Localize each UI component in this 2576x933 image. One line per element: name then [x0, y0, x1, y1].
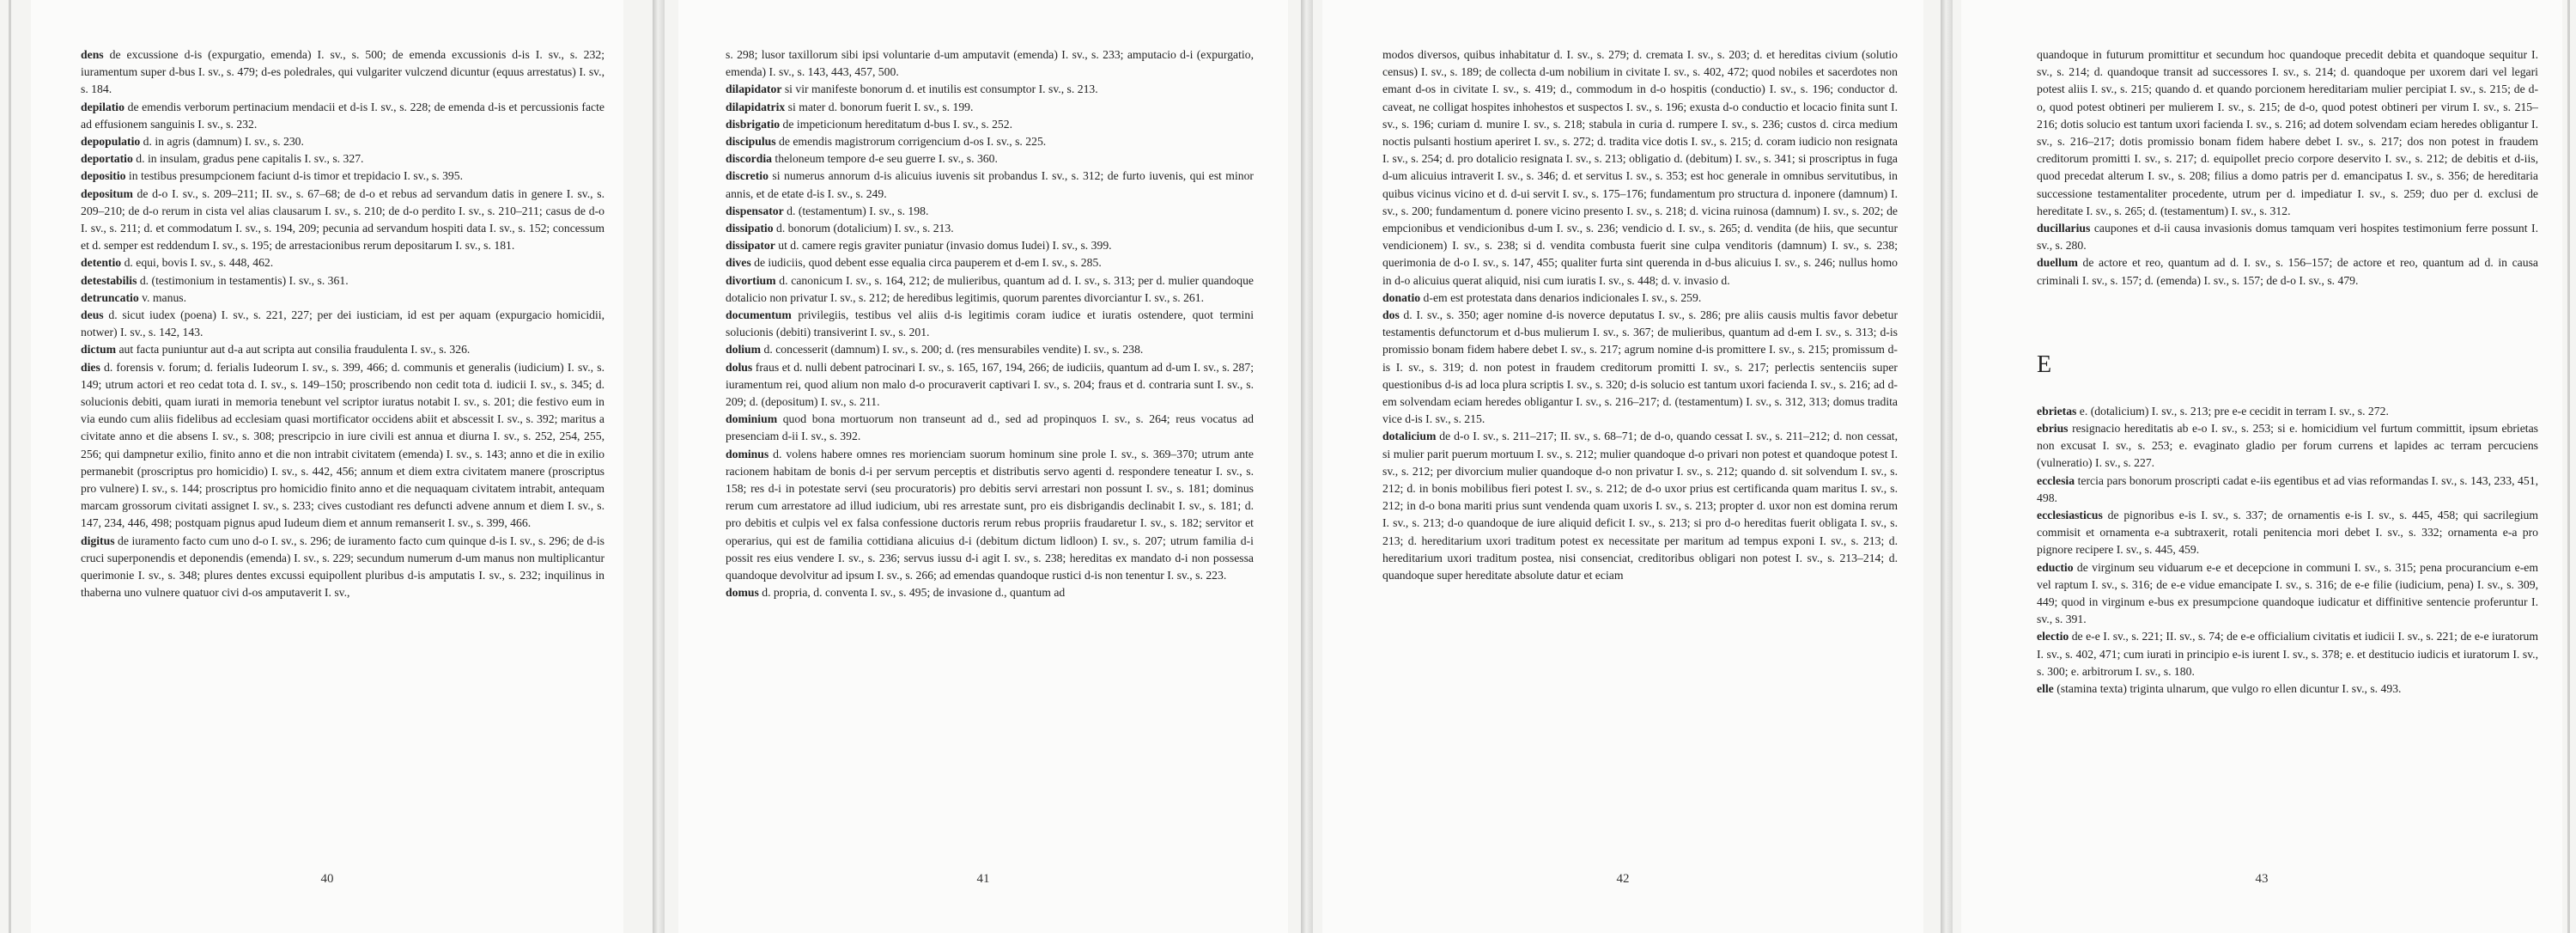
entry-text: si mater d. bonorum fuerit I. sv., s. 199. — [785, 100, 974, 113]
entry-text: quod bona mortuorum non transeunt ad d., sed ad propinquos I. sv., s. 264; reus vocatus ad presenciam d-ii I. sv., s. 392. — [726, 412, 1254, 443]
entry-text: d. bonorum (dotalicium) I. sv., s. 213. — [773, 222, 954, 235]
index-entry — [81, 533, 605, 602]
page-41 — [678, 0, 1288, 933]
index-entry — [81, 254, 605, 271]
index-entry — [81, 341, 605, 358]
index-entry — [726, 168, 1254, 202]
entry-text: d. volens habere omnes res morienciam suorum hominum sine prole I. sv., s. 369–370; utrum ante racionem habitam de bonis d-i per servum perceptis et distributis servo agenti d. respondere teneatur I. sv., s. 158; res d-i in potestate servi (seu procuratoris) pro debitis servi arrestari non possunt I. sv., s. 181; dominus rerum cum arrestatore ad illud iudicium, ubi res arrestate sunt, pro eis disbrigandis declinabit I. sv., s. 181; d. pro debitis et culpis vel ex falsa confessione ductoris rerum rebus propriis fraudaretur I. sv., s. 182; servitor et operarius, qui est de familia cottidiana alicuius d-i (debitum dictum lidloon) I. sv., s. 207; utrum familia d-i possit res eius vendere I. sv., s. 236; servus iussu d-i agit I. sv., s. 238; hereditas ex mandato d-i non possessa quandoque devolvitur ad ipsum I. sv., s. 266; ad emendas quandoque rustici d-is non tenentur I. sv., s. 223. — [726, 447, 1254, 582]
entry-text: si numerus annorum d-is alicuius iuvenis sit probandus I. sv., s. 312; de furto iuvenis, qui est minor annis, et de etate d-is I. sv., s. 249. — [726, 169, 1254, 200]
entry-lemma: depositum — [81, 186, 133, 200]
entry-text: d. sicut iudex (poena) I. sv., s. 221, 227; per dei iusticiam, id est per aquam (expurgacio homicidii, notwer) I. sv., s. 142, 143. — [81, 308, 605, 339]
index-entry — [726, 359, 1254, 412]
page-40 — [31, 0, 623, 933]
index-entry — [726, 584, 1254, 601]
entry-text: theloneum tempore d-e seu guerre I. sv., s. 360. — [772, 152, 998, 166]
index-entry — [726, 150, 1254, 168]
entry-text: modos diversos, quibus inhabitatur d. I. sv., s. 279; d. cremata I. sv., s. 203; d. et hereditas civium (solutio census) I. sv., s. 189; de collecta d-um nobilium in civitate I. sv., s. 402, 472; quod nobiles et sacerdotes non emant d-os in civitate I. sv., s. 419; d., commodum in d-o hospitis (conductio) I. sv., s. 196; conductor d. caveat, ne colligat hospites inhohestos et suspectos I. sv., s. 196; exusta d-o conductio et locacio finita sunt I. sv., s. 196; curiam d. munire I. sv., s. 218; stabula in curia d. rumpere I. sv., s. 236; custos d. circa medium noctis pulsanti hostium aperiret I. sv., s. 272; d. tradita vice dotis I. sv., s. 215; d. coram iudicio non resignata I. sv., s. 254; d. pro dotalicio resignata I. sv., s. 213; obligatio d. (debitum) I. sv., s. 341; si proscriptus in fuga d-um alicuius intraverit I. sv., s. 346; d. et servitus I. sv., s. 353; est hoc generale in omnibus servitutibus, in quibus vicinus vicino et d. d-ui servit I. sv., s. 175–176; fundamentum pro structura d. inponere (damnum) I. sv., s. 200; fundamentum d. ponere vicino presento I. sv., s. 218; d. vicina ruinosa (damnum) I. sv., s. 202; de empcionibus et vendicionibus d-um I. sv., s. 236; vendicio d. I. sv., s. 265; d. vendita (de hiis, que secuntur vendicionem) I. sv., s. 238; si d. vendita combusta fuerit sine culpa venditoris (damnum) I. sv., s. 238; querimonia de d-o I. sv., s. 147, 455; qualiter furta sint querenda in d-bus alicuius I. sv., s. 246; nullus homo in d-o alicuius querat aliquid, nisi cum iuratis I. sv., s. 448; d. v. invasio d. — [1382, 48, 1898, 287]
index-entry — [81, 307, 605, 341]
entry-text: de impeticionum hereditatum d-bus I. sv., s. 252. — [780, 117, 1013, 131]
entry-lemma: dolus — [726, 360, 753, 374]
entry-lemma: detestabilis — [81, 273, 137, 287]
entry-text: ut d. camere regis graviter puniatur (invasio domus Iudei) I. sv., s. 399. — [775, 239, 1112, 253]
entry-text: de iudiciis, quod debent esse equalia circa pauperem et d-em I. sv., s. 285. — [750, 256, 1102, 270]
entry-text: de emendis verborum pertinacium mendacii et d-is I. sv., s. 228; de emenda d-is et percussionis facte ad effusionem sanguinis I. sv., s. 232. — [81, 100, 605, 131]
entry-lemma: ecclesiasticus — [2037, 509, 2103, 522]
entry-text: d. forensis v. forum; d. ferialis Iudeorum I. sv., s. 399, 466; d. communis et generalis (iudicium) I. sv., s. 149; utrum actori et reo cedat tota d. I. sv., s. 149–150; proscribendo non cedit tota d. iudicii I. sv., s. 345; d. solucionis debiti, quam iurati in memoria tenebunt vel scriptor iuratus notabit I. sv., s. 201; die festivo eum in via eundo cum aliis fidelibus ad ecclesiam quasi mortificator occidens abiit et abscessit I. sv., s. 392; maritus a civitate anno et die absens I. sv., s. 308; prescripcio in iure civili est annua et diurna I. sv., s. 252, 254, 255, 256; qui dampnetur exilio, finito anno et die non intrabit civitatem (emenda) I. sv., s. 143; anno et die in exilio permanebit (proscriptus pro homicidio) I. sv., s. 442, 456; annum et diem extra civitatem manere (proscriptus pro vulnere) I. sv., s. 144; proscriptus pro homicidio finito anno et die nequaquam civitatem intrabit, antequam marcam grossorum civitati assignet I. sv., s. 233; cives custodiant res defuncti advene annum et diem I. sv., s. 147, 234, 446, 498; postquam pignus apud Iudeum diem et annum remanserit I. sv., s. 399, 466. — [81, 360, 605, 530]
index-entry — [726, 341, 1254, 358]
entry-text: de d-o I. sv., s. 209–211; II. sv., s. 67–68; de d-o et rebus ad servandum datis in genere I. sv., s. 209–210; de d-o rerum in cista vel alias clausarum I. sv., s. 210; de d-o perdito I. sv., s. 210–211; casus de d-o I. sv., s. 211; d. et commodatum I. sv., s. 194, 209; pecunia ad servandum hospiti data I. sv., s. 152; concessum et d. semper est reddendum I. sv., s. 195; de arrestacionibus rerum depositarum I. sv., s. 181. — [81, 186, 605, 253]
entry-lemma: dives — [726, 256, 751, 270]
entry-lemma: documentum — [726, 308, 792, 322]
page-43-text — [2037, 46, 2538, 864]
index-entry — [1382, 290, 1898, 307]
index-entry — [726, 203, 1254, 220]
page-number: 41 — [976, 872, 990, 886]
section-letter-heading: E — [2037, 351, 2052, 378]
entry-lemma: ebrius — [2037, 422, 2069, 436]
index-entry — [726, 99, 1254, 116]
index-entry — [2037, 420, 2538, 473]
entry-text: de e-e I. sv., s. 221; II. sv., s. 74; de e-e officialium civitatis et iudicii I. sv., s. 221; de e-e iuratorum I. sv., s. 402, 471; cum iurati in principio e-is iurent I. sv., s. 378; e. et destitucio iudicis et iuratorum I. sv., s. 300; e. arbitrorum I. sv., s. 180. — [2037, 630, 2538, 678]
index-entry — [81, 272, 605, 290]
index-entry — [726, 254, 1254, 271]
entry-text: privilegiis, testibus vel aliis d-is legitimis coram iudice et iuratis ostendere, quot termini solucionis (debiti) transiverint I. sv., s. 201. — [726, 308, 1254, 339]
index-entry — [2037, 507, 2538, 559]
index-entry — [2037, 46, 2538, 220]
entry-lemma: discipulus — [726, 135, 776, 149]
index-entry — [81, 133, 605, 150]
gutter — [653, 0, 665, 933]
entry-text: resignacio hereditatis ab e-o I. sv., s. 253; si e. homicidium vel furtum committit, ipsum ebrietas non excusat I. sv., s. 253; e. evaginato gladio per forum currens et lapides ac terram percuciens (vulneratio) I. sv., s. 227. — [2037, 422, 2538, 470]
entry-lemma: dens — [81, 48, 104, 61]
index-entry — [2037, 628, 2538, 680]
index-entry — [81, 290, 605, 307]
index-entry — [81, 359, 605, 533]
page-number: 40 — [320, 872, 334, 886]
entry-text: d. propria, d. conventa I. sv., s. 495; de invasione d., quantum ad — [758, 586, 1066, 600]
index-entry — [726, 133, 1254, 150]
entry-text: d. in agris (damnum) I. sv., s. 230. — [140, 135, 304, 149]
entry-lemma: depositio — [81, 169, 126, 183]
entry-lemma: dos — [1382, 308, 1400, 322]
page-42-text — [1382, 46, 1898, 864]
entry-lemma: ebrietas — [2037, 404, 2077, 418]
entry-lemma: duellum — [2037, 256, 2078, 270]
entry-lemma: deus — [81, 308, 104, 322]
index-entry — [726, 446, 1254, 585]
index-entry — [726, 272, 1254, 307]
page-number: 42 — [1616, 872, 1630, 886]
entry-text: de emendis magistrorum corrigencium d-os I. sv., s. 225. — [775, 135, 1047, 149]
entry-text: d. (testimonium in testamentis) I. sv., s. 361. — [137, 273, 349, 287]
entry-lemma: eductio — [2037, 560, 2074, 574]
entry-lemma: disbrigatio — [726, 117, 781, 131]
entry-lemma: divortium — [726, 273, 776, 287]
index-entry — [81, 150, 605, 168]
gutter — [1941, 0, 1953, 933]
entry-lemma: dolium — [726, 343, 762, 357]
entry-text: de pignoribus e-is I. sv., s. 337; de ornamentis e-is I. sv., s. 445, 458; qui sacrilegium commisit et ornamenta e-a subtraxerit, rotali penitencia mori debet I. sv., s. 332; ornamenta e-a pro pignore recipere I. sv., s. 445, 459. — [2037, 509, 2538, 557]
entry-lemma: dominium — [726, 412, 778, 426]
entry-lemma: dilapidatrix — [726, 100, 786, 113]
index-entry — [2037, 680, 2538, 698]
index-entry — [1382, 428, 1898, 584]
index-entry — [81, 168, 605, 185]
entry-lemma: ecclesia — [2037, 473, 2075, 487]
entry-text: d. equi, bovis I. sv., s. 448, 462. — [121, 256, 274, 270]
entry-lemma: discretio — [726, 169, 769, 183]
index-entry — [81, 186, 605, 255]
entry-text: d-em est protestata dans denarios indicionales I. sv., s. 259. — [1420, 290, 1702, 304]
gutter — [1301, 0, 1313, 933]
page-number: 43 — [2255, 872, 2269, 886]
entry-text: caupones et d-ii causa invasionis domus tamquam veri hospites testimonium ferre possunt I. sv., s. 280. — [2037, 222, 2538, 253]
index-entry — [2037, 220, 2538, 254]
entry-lemma: depilatio — [81, 100, 125, 113]
entry-text: quandoque in futurum promittitur et secundum hoc quandoque precedit debita et quandoque sequitur I. sv., s. 214; d. quandoque transit ad successores I. sv., s. 214; d. quandoque per uxorem dari vel legari potest aliis I. sv., s. 215; quando d. et quando porcionem hereditariam mulier percipiat I. sv., s. 215; de d-o, quod potest obtineri per mulierem I. sv., s. 215; de d-o, quod potest obtineri per virum I. sv., s. 215–216; dotis solucio est tantum uxori facienda I. sv., s. 216; ad dotem solvendam eciam heredes obligantur I. sv., s. 216–217; dotis promissio bonam fidem habere debet I. sv., s. 217; dos non potest in fraudem creditorum promitti I. sv., s. 217; d. equipollet precio corpore deservito I. sv., s. 212; de debitis et d-iis, quod precedat alterum I. sv., s. 208; filius a domo patris per d. emancipatus I. sv., s. 356; de hereditaria successione testamentaliter procedente, utrum per d. impediatur I. sv., s. 259; duo per d. exclusi de hereditate I. sv., s. 265; d. (testamentum) I. sv., s. 312. — [2037, 48, 2538, 217]
index-entry — [726, 220, 1254, 237]
entry-text: tercia pars bonorum proscripti cadat e-iis egentibus et ad vias reformandas I. sv., s. 143, 233, 451, 498. — [2037, 473, 2538, 504]
entry-lemma: deportatio — [81, 152, 133, 166]
entry-lemma: dominus — [726, 447, 769, 460]
entry-text: de iuramento facto cum uno d-o I. sv., s. 296; de iuramento facto cum quinque d-is I. sv., s. 296; de d-is cruci superponendis et deponendis (emenda) I. sv., s. 229; secundum numerum d-um manus non multiplicantur querimonie I. sv., s. 348; plures dentes excussi equipollent pluribus d-is amputatis I. sv., s. 232; inquilinus in thaberna uno vulnere quatuor civi d-os amputaverit I. sv., — [81, 534, 605, 600]
entry-lemma: elle — [2037, 682, 2054, 696]
entry-lemma: donatio — [1382, 290, 1421, 304]
index-entry — [726, 237, 1254, 254]
index-entry — [726, 116, 1254, 133]
entry-text: de virginum seu viduarum e-e et decepcione in communi I. sv., s. 315; pena procurancium e-em vel raptum I. sv., s. 316; de e-e vidue emancipate I. sv., s. 316; de e-e filie (iudicium, pena) I. sv., s. 309, 449; quod in virginum e-bus ex presumpcione quandoque iudicatur et diffinitive sentencie proferuntur I. sv., s. 391. — [2037, 560, 2538, 626]
entry-text: (stamina texta) triginta ulnarum, que vulgo ro ellen dicuntur I. sv., s. 493. — [2053, 682, 2402, 696]
entry-lemma: dissipatio — [726, 222, 774, 235]
entry-lemma: dotalicium — [1382, 430, 1437, 443]
page-41-text — [726, 46, 1254, 864]
entry-text: v. manus. — [138, 290, 187, 304]
page-43 — [1961, 0, 2562, 933]
index-entry — [81, 99, 605, 133]
index-entry — [1382, 46, 1898, 290]
entry-lemma: dispensator — [726, 204, 784, 217]
entry-lemma: dictum — [81, 343, 117, 357]
entry-text: d. (testamentum) I. sv., s. 198. — [783, 204, 929, 217]
entry-lemma: electio — [2037, 630, 2069, 643]
index-entry — [726, 46, 1254, 81]
entry-lemma: depopulatio — [81, 135, 141, 149]
entry-text: d. in insulam, gradus pene capitalis I. sv., s. 327. — [132, 152, 364, 166]
entry-lemma: digitus — [81, 534, 115, 547]
page-40-text — [81, 46, 605, 864]
entry-lemma: discordia — [726, 152, 772, 166]
index-entry — [726, 81, 1254, 98]
binding-edge-left — [9, 0, 11, 933]
entry-text: de d-o I. sv., s. 211–217; II. sv., s. 68–71; de d-o, quando cessat I. sv., s. 211–212; d. non cessat, si mulier parit puerum mortuum I. sv., s. 212; mulier quandoque d-o privari non potest et quandoque potest I. sv., s. 212; per divorcium mulier quandoque d-o non privatur I. sv., s. 212; quando d. sit solvendum I. sv., s. 212; d. in bonis mobilibus fieri potest I. sv., s. 212; de d-o uxor prius est certificanda quam maritus I. sv., s. 212; in d-o bona mariti prius sunt vendenda quam uxoris I. sv., s. 213; propter d. uxor non est domina rerum I. sv., s. 213; d-o quandoque de iure aliquid deficit I. sv., s. 213; si pro d-o hereditas fuerit obligata I. sv., s. 213; d. hereditarium uxori traditum potest ex necessitate per maritum ad tempus exponi I. sv., s. 213; d. hereditarium uxori traditum postea, nisi consenciat, creditoribus obligari non potest I. sv., s. 213–214; d. quandoque super hereditate absolute datur et eciam — [1382, 430, 1898, 582]
index-entry — [2037, 559, 2538, 629]
binding-edge-right — [2567, 0, 2570, 933]
entry-text: d. concesserit (damnum) I. sv., s. 200; d. (res mensurabiles vendite) I. sv., s. 238. — [761, 343, 1144, 357]
entry-text: de excussione d-is (expurgatio, emenda) I. sv., s. 500; de emenda excussionis d-is I. sv., s. 232; iuramentum super d-bus I. sv., s. 479; d-es poledrales, qui vulgariter vulczend dicuntur (equus arrestatus) I. sv., s. 184. — [81, 48, 605, 96]
index-entry — [2037, 473, 2538, 507]
entry-lemma: dissipator — [726, 239, 775, 253]
entry-text: de actore et reo, quantum ad d. I. sv., s. 156–157; de actore et reo, quantum ad d. in causa criminali I. sv., s. 157; d. (emenda) I. sv., s. 157; de d-o I. sv., s. 479. — [2037, 256, 2538, 287]
entry-text: fraus et d. nulli debent patrocinari I. sv., s. 165, 167, 194, 266; de iudiciis, quantum ad d-um I. sv., s. 287; iuramentum rei, quod alium non malo d-o procuraverit captivari I. sv., s. 204; fraus et d. contraria sunt I. sv., s. 209; d. (depositum) I. sv., s. 211. — [726, 360, 1254, 409]
entry-lemma: detruncatio — [81, 290, 139, 304]
entry-text: d. canonicum I. sv., s. 164, 212; de mulieribus, quantum ad d. I. sv., s. 313; per d. mulier quandoque dotalicio non privatur I. sv., s. 212; de heredibus legitimis, quorum parentes divorciantur I. sv., s. 261. — [726, 273, 1254, 304]
entry-text: s. 298; lusor taxillorum sibi ipsi voluntarie d-um amputavit (emenda) I. sv., s. 233; amputacio d-i (expurgatio, emenda) I. sv., s. 143, 443, 457, 500. — [726, 48, 1254, 79]
section-spacer — [2037, 290, 2538, 351]
entry-text: e. (dotalicium) I. sv., s. 213; pre e-e cecidit in terram I. sv., s. 272. — [2076, 404, 2389, 418]
index-entry — [2037, 254, 2538, 289]
index-entry — [1382, 307, 1898, 428]
index-entry — [81, 46, 605, 99]
entry-text: d. I. sv., s. 350; ager nomine d-is noverce deputatus I. sv., s. 286; pre aliis causis multis favor debetur testamentis defunctorum et d-bus mulierum I. sv., s. 367; de mulieribus, quantum ad d-em I. sv., s. 313; d-is promissio bonam fidem habere debet I. sv., s. 217; agrum nomine d-is promittere I. sv., s. 215; promissum d-is I. sv., s. 319; d. non potest in fraudem creditorum promitti I. sv., s. 217; perlectis sentenciis super questionibus d-is ad loca plura scriptis I. sv., s. 320; d-is solucio est tantum uxori facienda I. sv., s. 216; ad d-em solvendam eciam heredes obligantur I. sv., s. 216–217; d. (testamentum) I. sv., s. 312, 313; domus tradita vice d-is I. sv., s. 215. — [1382, 308, 1898, 426]
entry-lemma: detentio — [81, 256, 122, 270]
page-42 — [1322, 0, 1923, 933]
index-entry — [726, 307, 1254, 341]
entry-text: in testibus presumpcionem faciunt d-is timor et trepidacio I. sv., s. 395. — [125, 169, 464, 183]
index-entry — [2037, 403, 2538, 420]
entry-lemma: domus — [726, 586, 759, 600]
index-entry — [726, 411, 1254, 445]
entry-text: aut facta puniuntur aut d-a aut scripta aut consilia fraudulenta I. sv., s. 326. — [116, 343, 471, 357]
entry-lemma: dies — [81, 360, 100, 374]
entry-lemma: ducillarius — [2037, 222, 2091, 235]
entry-lemma: dilapidator — [726, 82, 782, 96]
entry-text: si vir manifeste bonorum d. et inutilis est consumptor I. sv., s. 213. — [781, 82, 1098, 96]
